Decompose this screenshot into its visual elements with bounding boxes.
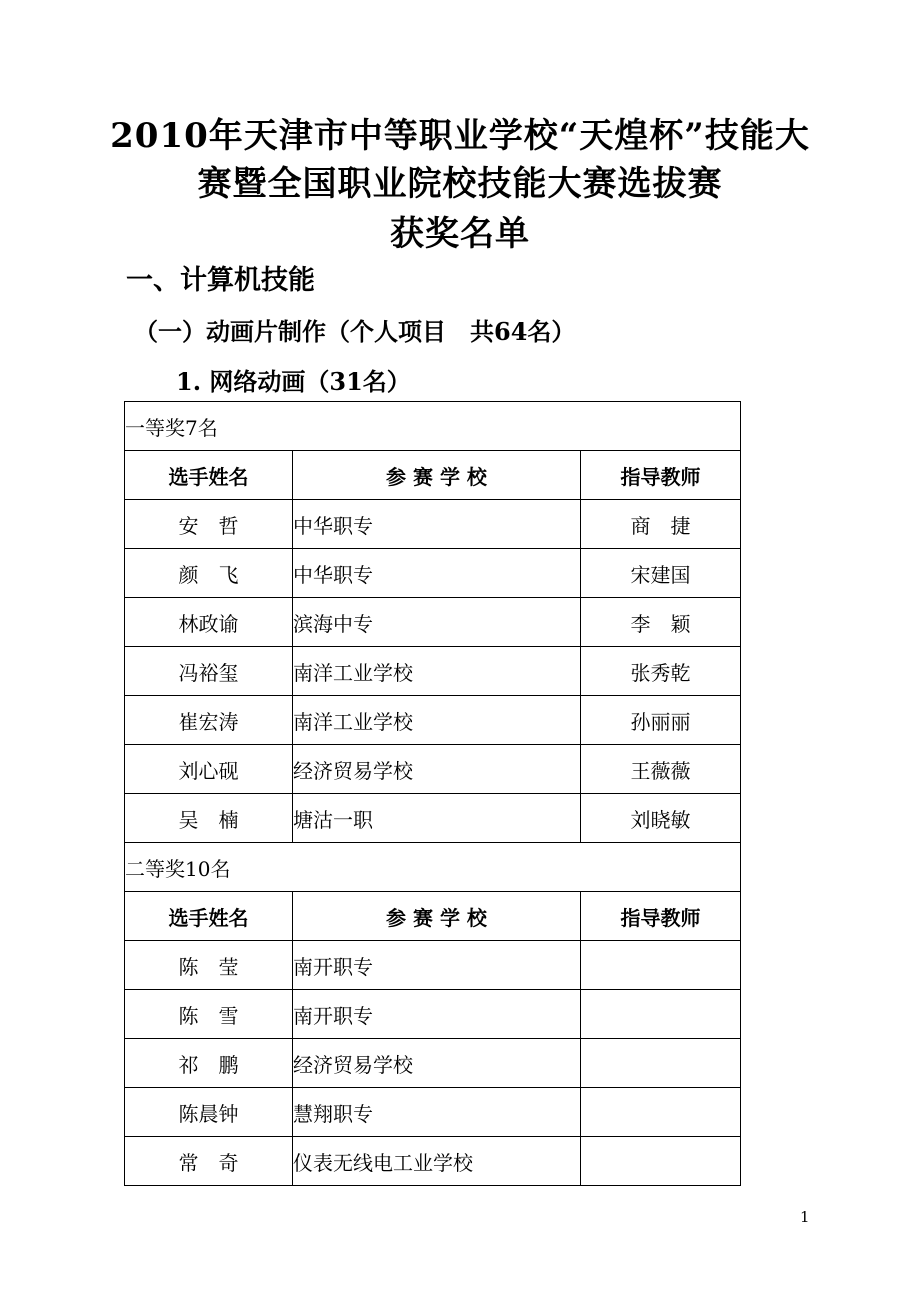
contestant-name: 祁 鹏	[125, 1039, 293, 1088]
page-number: 1	[800, 1208, 810, 1226]
column-header-school: 参 赛 学 校	[293, 892, 581, 941]
teacher-name: 刘晓敏	[581, 794, 741, 843]
table-row	[125, 1039, 741, 1088]
prize-heading: 一等奖7名	[125, 402, 741, 451]
table-row	[125, 1137, 741, 1186]
table-row	[125, 647, 741, 696]
table-row	[125, 990, 741, 1039]
contestant-name: 崔宏涛	[125, 696, 293, 745]
contestant-name: 常 奇	[125, 1137, 293, 1186]
school-name: 慧翔职专	[293, 1088, 581, 1137]
column-header-teacher: 指导教师	[581, 892, 741, 941]
document-title-line-3: 获奖名单	[390, 214, 530, 254]
column-header-teacher: 指导教师	[581, 451, 741, 500]
school-name: 南开职专	[293, 941, 581, 990]
table-row	[125, 549, 741, 598]
school-name: 中华职专	[293, 500, 581, 549]
contestant-name: 陈晨钟	[125, 1088, 293, 1137]
teacher-name	[581, 941, 741, 990]
subsection-heading: （一）动画片制作（个人项目 共64名）	[134, 317, 576, 346]
table-row	[125, 1088, 741, 1137]
item-heading: 1. 网络动画（31名）	[176, 367, 411, 396]
teacher-name: 宋建国	[581, 549, 741, 598]
table-row	[125, 598, 741, 647]
school-name: 经济贸易学校	[293, 1039, 581, 1088]
contestant-name: 吴 楠	[125, 794, 293, 843]
table-row	[125, 794, 741, 843]
contestant-name: 颜 飞	[125, 549, 293, 598]
teacher-name: 张秀乾	[581, 647, 741, 696]
teacher-name: 王薇薇	[581, 745, 741, 794]
table-row	[125, 941, 741, 990]
school-name: 仪表无线电工业学校	[293, 1137, 581, 1186]
contestant-name: 安 哲	[125, 500, 293, 549]
teacher-name: 商 捷	[581, 500, 741, 549]
teacher-name	[581, 1088, 741, 1137]
school-name: 滨海中专	[293, 598, 581, 647]
school-name: 南洋工业学校	[293, 647, 581, 696]
contestant-name: 陈 雪	[125, 990, 293, 1039]
teacher-name	[581, 1039, 741, 1088]
school-name: 南洋工业学校	[293, 696, 581, 745]
table-row	[125, 745, 741, 794]
school-name: 经济贸易学校	[293, 745, 581, 794]
contestant-name: 刘心砚	[125, 745, 293, 794]
document-title-line-1: 2010年天津市中等职业学校“天煌杯”技能大	[110, 116, 810, 156]
awards-table	[124, 401, 741, 1186]
table-row	[125, 500, 741, 549]
column-header-name: 选手姓名	[125, 451, 293, 500]
table-row	[125, 696, 741, 745]
school-name: 南开职专	[293, 990, 581, 1039]
teacher-name: 孙丽丽	[581, 696, 741, 745]
school-name: 塘沽一职	[293, 794, 581, 843]
prize-row	[125, 402, 741, 451]
column-header-school: 参 赛 学 校	[293, 451, 581, 500]
teacher-name	[581, 990, 741, 1039]
section-heading: 一、计算机技能	[126, 265, 315, 296]
contestant-name: 陈 莹	[125, 941, 293, 990]
header-row	[125, 451, 741, 500]
teacher-name	[581, 1137, 741, 1186]
school-name: 中华职专	[293, 549, 581, 598]
prize-heading: 二等奖10名	[125, 843, 741, 892]
teacher-name: 李 颖	[581, 598, 741, 647]
prize-row	[125, 843, 741, 892]
document-title-line-2: 赛暨全国职业院校技能大赛选拔赛	[197, 164, 723, 204]
header-row	[125, 892, 741, 941]
contestant-name: 冯裕玺	[125, 647, 293, 696]
contestant-name: 林政谕	[125, 598, 293, 647]
column-header-name: 选手姓名	[125, 892, 293, 941]
